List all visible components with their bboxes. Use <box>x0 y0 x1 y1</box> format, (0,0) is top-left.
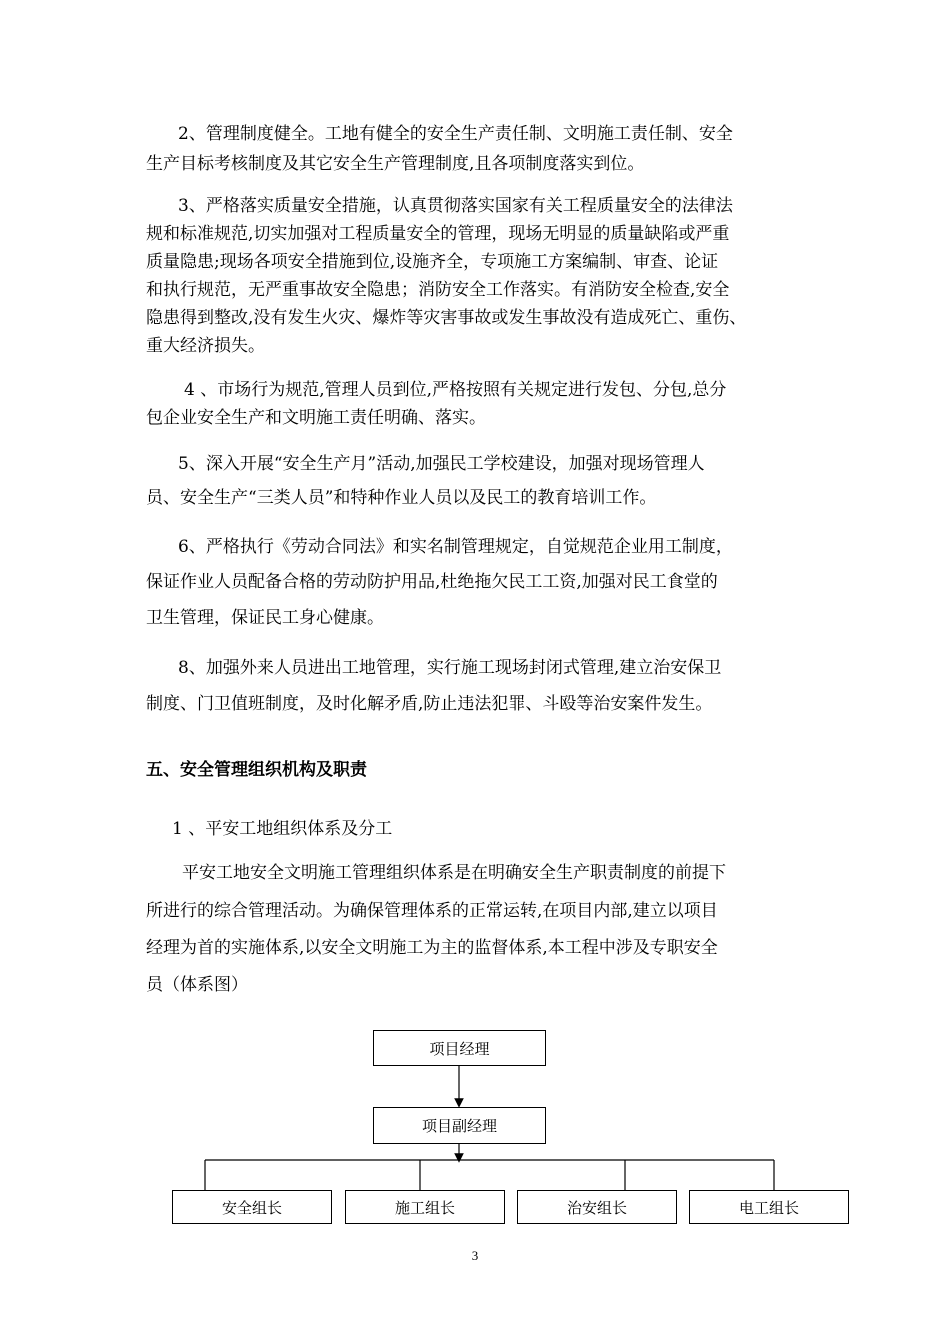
paragraph-6-line-1: 8、加强外来人员进出工地管理，实行施工现场封闭式管理,建立治安保卫 <box>178 658 722 678</box>
paragraph-1-line-2: 生产目标考核制度及其它安全生产管理制度,且各项制度落实到位。 <box>146 154 645 174</box>
paragraph-5-line-3: 卫生管理，保证民工身心健康。 <box>146 608 384 628</box>
org-box-electrician-leader: 电工组长 <box>689 1190 849 1224</box>
org-box-security-leader: 治安组长 <box>517 1190 677 1224</box>
paragraph-1-line-1: 2、管理制度健全。工地有健全的安全生产责任制、文明施工责任制、安全 <box>178 124 733 144</box>
paragraph-4-line-2: 员、安全生产“三类人员”和特种作业人员以及民工的教育培训工作。 <box>146 488 657 508</box>
paragraph-2-line-5: 隐患得到整改,没有发生火灾、爆炸等灾害事故或发生事故没有造成死亡、重伤、 <box>146 308 747 328</box>
subsection-heading: 1 、平安工地组织体系及分工 <box>172 819 393 839</box>
intro-line-3: 经理为首的实施体系,以安全文明施工为主的监督体系,本工程中涉及专职安全 <box>146 938 718 958</box>
intro-line-1: 平安工地安全文明施工管理组织体系是在明确安全生产职责制度的前提下 <box>182 863 726 883</box>
org-box-project-manager: 项目经理 <box>373 1030 546 1066</box>
paragraph-5-line-2: 保证作业人员配备合格的劳动防护用品,杜绝拖欠民工工资,加强对民工食堂的 <box>146 572 718 592</box>
paragraph-4-line-1: 5、深入开展“安全生产月”活动,加强民工学校建设，加强对现场管理人 <box>178 454 705 474</box>
paragraph-6-line-2: 制度、门卫值班制度，及时化解矛盾,防止违法犯罪、斗殴等治安案件发生。 <box>146 694 713 714</box>
paragraph-2-line-4: 和执行规范，无严重事故安全隐患；消防安全工作落实。有消防安全检查,安全 <box>146 280 730 300</box>
paragraph-5-line-1: 6、严格执行《劳动合同法》和实名制管理规定，自觉规范企业用工制度， <box>178 537 733 557</box>
paragraph-3-line-2: 包企业安全生产和文明施工责任明确、落实。 <box>146 408 486 428</box>
org-box-safety-leader: 安全组长 <box>172 1190 332 1224</box>
section-heading: 五、安全管理组织机构及职责 <box>146 760 367 780</box>
paragraph-2-line-6: 重大经济损失。 <box>146 336 265 356</box>
org-box-deputy-manager: 项目副经理 <box>373 1107 546 1144</box>
paragraph-2-line-1: 3、严格落实质量安全措施，认真贯彻落实国家有关工程质量安全的法律法 <box>178 196 733 216</box>
paragraph-3-line-1: 4 、市场行为规范,管理人员到位,严格按照有关规定进行发包、分包,总分 <box>184 380 727 400</box>
page-number: 3 <box>471 1248 479 1263</box>
paragraph-2-line-3: 质量隐患;现场各项安全措施到位,设施齐全，专项施工方案编制、审查、论证 <box>146 252 719 272</box>
intro-line-2: 所进行的综合管理活动。为确保管理体系的正常运转,在项目内部,建立以项目 <box>146 901 718 921</box>
intro-line-4: 员（体系图） <box>146 975 248 995</box>
paragraph-2-line-2: 规和标准规范,切实加强对工程质量安全的管理，现场无明显的质量缺陷或严重 <box>146 224 730 244</box>
org-box-construction-leader: 施工组长 <box>345 1190 505 1224</box>
